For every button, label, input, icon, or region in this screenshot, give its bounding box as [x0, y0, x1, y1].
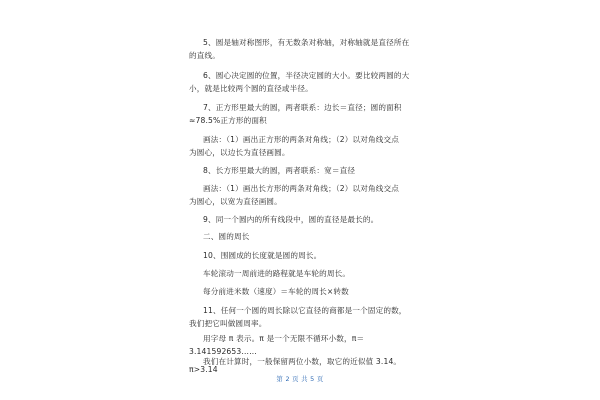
item-5-line-1: 5、圆是轴对称图形，有无数条对称轴，对称轴就是直径所在: [203, 38, 410, 47]
item-10-line-1: 10、围圆成的长度就是圆的周长。: [203, 251, 322, 260]
item-11-line-2: 我们把它叫做圆周率。: [189, 319, 267, 328]
item-9-line-1: 9、同一个圆内的所有线段中，圆的直径是最长的。: [203, 215, 379, 224]
pi-approx-line-1: 我们在计算时，一般保留两位小数，取它的近似值 3.14。: [203, 357, 402, 366]
item-7-method-line-2: 为圆心，以边长为直径画圆。: [189, 148, 290, 157]
item-6-line-2: 小，就是比较两个圆的直径或半径。: [189, 84, 313, 93]
item-8-method-line-2: 为圆心，以宽为直径画圆。: [189, 197, 282, 206]
item-8-line-1: 8、长方形里最大的圆，两者联系：宽＝直径: [203, 166, 356, 175]
item-10-line-2: 车轮滚动一周前进的路程就是车轮的周长。: [203, 269, 351, 278]
item-11-line-1: 11、任何一个圆的周长除以它直径的商都是一个固定的数，: [203, 306, 407, 315]
item-10-line-3: 每分前进米数（速度）＝车轮的周长×转数: [203, 287, 349, 296]
item-5-line-2: 的直线。: [189, 51, 220, 60]
item-6-line-1: 6、圆心决定圆的位置，半径决定圆的大小。要比较两圆的大: [203, 71, 410, 80]
item-7-line-1: 7、正方形里最大的圆，两者联系：边长＝直径；圆的面积: [203, 103, 402, 112]
page-number-footer: 第 2 页 共 5 页: [276, 375, 324, 383]
item-7-line-2: ≈78.5%正方形的面积: [189, 116, 267, 125]
item-7-method-line-1: 画法：（1）画出正方形的两条对角线；（2）以对角线交点: [203, 135, 399, 144]
pi-approx-line-2: π>3.14: [189, 365, 218, 374]
item-8-method-line-1: 画法：（1）画出长方形的两条对角线；（2）以对角线交点: [203, 184, 399, 193]
section-heading-circumference: 二、圆的周长: [203, 232, 250, 241]
pi-intro-line-1: 用字母 π 表示。π 是一个无限不循环小数，π＝: [203, 334, 365, 343]
pi-intro-line-2: 3.141592653……: [189, 347, 257, 356]
